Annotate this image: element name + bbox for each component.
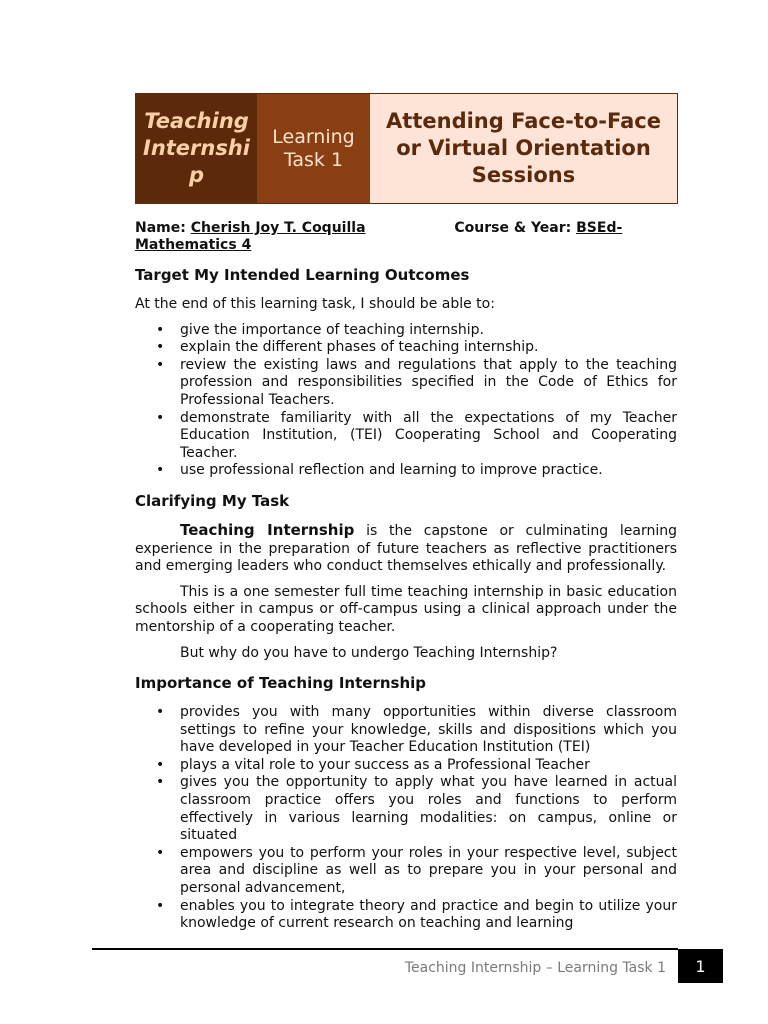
course-label: Course & Year:: [454, 220, 572, 236]
list-item: • explain the different phases of teaching internship.: [156, 339, 539, 356]
bullet-icon: •: [156, 462, 165, 479]
document-body: [135, 220, 677, 933]
outcomes-list: [135, 322, 677, 480]
name-value: Cherish Joy T. Coquilla: [190, 220, 366, 236]
list-item: • plays a vital role to your success as a Professional Teacher: [156, 756, 590, 773]
outcomes-intro: At the end of this learning task, I should be able to:: [135, 296, 495, 312]
student-info: [135, 220, 677, 254]
paragraph-question: But why do you have to undergo Teaching Internship?: [180, 644, 558, 661]
bullet-icon: •: [156, 409, 165, 426]
bullet-icon: •: [156, 339, 165, 356]
bullet-icon: •: [156, 774, 165, 791]
header-task-title: Attending Face-to-Face or Virtual Orientation Sessions: [370, 94, 677, 203]
document-header: [135, 93, 678, 204]
list-item: • demonstrate familiarity with all the expectations of my Teacher Education Institution, (TEI) Cooperating School and Cooperating Teacher.: [156, 409, 677, 461]
header-course-title: Teaching Internship: [136, 94, 257, 203]
header-task-number: Learning Task 1: [257, 94, 370, 203]
bullet-icon: •: [156, 897, 165, 914]
bullet-icon: •: [156, 356, 165, 373]
footer-title: Teaching Internship – Learning Task 1: [404, 960, 666, 976]
bullet-icon: •: [156, 844, 165, 861]
list-item: • review the existing laws and regulations that apply to the teaching profession and responsibilities specified in the Code of Ethics for Professional Teachers.: [156, 356, 677, 408]
list-item: • use professional reflection and learning to improve practice.: [156, 462, 603, 479]
bullet-icon: •: [156, 756, 165, 773]
bullet-icon: •: [156, 321, 165, 338]
section-heading-outcomes: Target My Intended Learning Outcomes: [135, 266, 470, 284]
name-label: Name:: [135, 220, 186, 236]
list-item: • give the importance of teaching internship.: [156, 321, 484, 338]
term-bold: Teaching Internship: [180, 520, 355, 539]
course-value-part1: BSEd-: [576, 220, 623, 236]
list-item: • gives you the opportunity to apply what you have learned in actual classroom practice offers you roles and functions to perform effectively in various learning modalities: on campus, online or situated: [156, 774, 677, 844]
section-heading-clarifying: Clarifying My Task: [135, 491, 290, 510]
paragraph-definition: Teaching Internship is the capstone or culminating learning experience in the preparation of future teachers as reflective practitioners and emerging leaders who conduct themselves ethically and professionally.: [135, 520, 677, 575]
course-value-part2: Mathematics 4: [135, 237, 252, 253]
paragraph-description: This is a one semester full time teaching internship in basic education schools either in campus or off-campus using a clinical approach under the mentorship of a cooperating teacher.: [135, 583, 677, 635]
list-item: • enables you to integrate theory and practice and begin to utilize your knowledge of current research on teaching and learning: [156, 897, 677, 932]
bullet-icon: •: [156, 704, 165, 721]
page-number: 1: [678, 949, 723, 983]
list-item: • provides you with many opportunities within diverse classroom settings to refine your knowledge, skills and dispositions which you have developed in your Teacher Education Institution (TEI): [156, 704, 677, 756]
importance-list: [135, 704, 677, 933]
footer-divider: [92, 948, 678, 950]
list-item: • empowers you to perform your roles in your respective level, subject area and discipline as well as to prepare you in your personal and personal advancement,: [156, 844, 677, 897]
section-heading-importance: Importance of Teaching Internship: [135, 674, 427, 693]
